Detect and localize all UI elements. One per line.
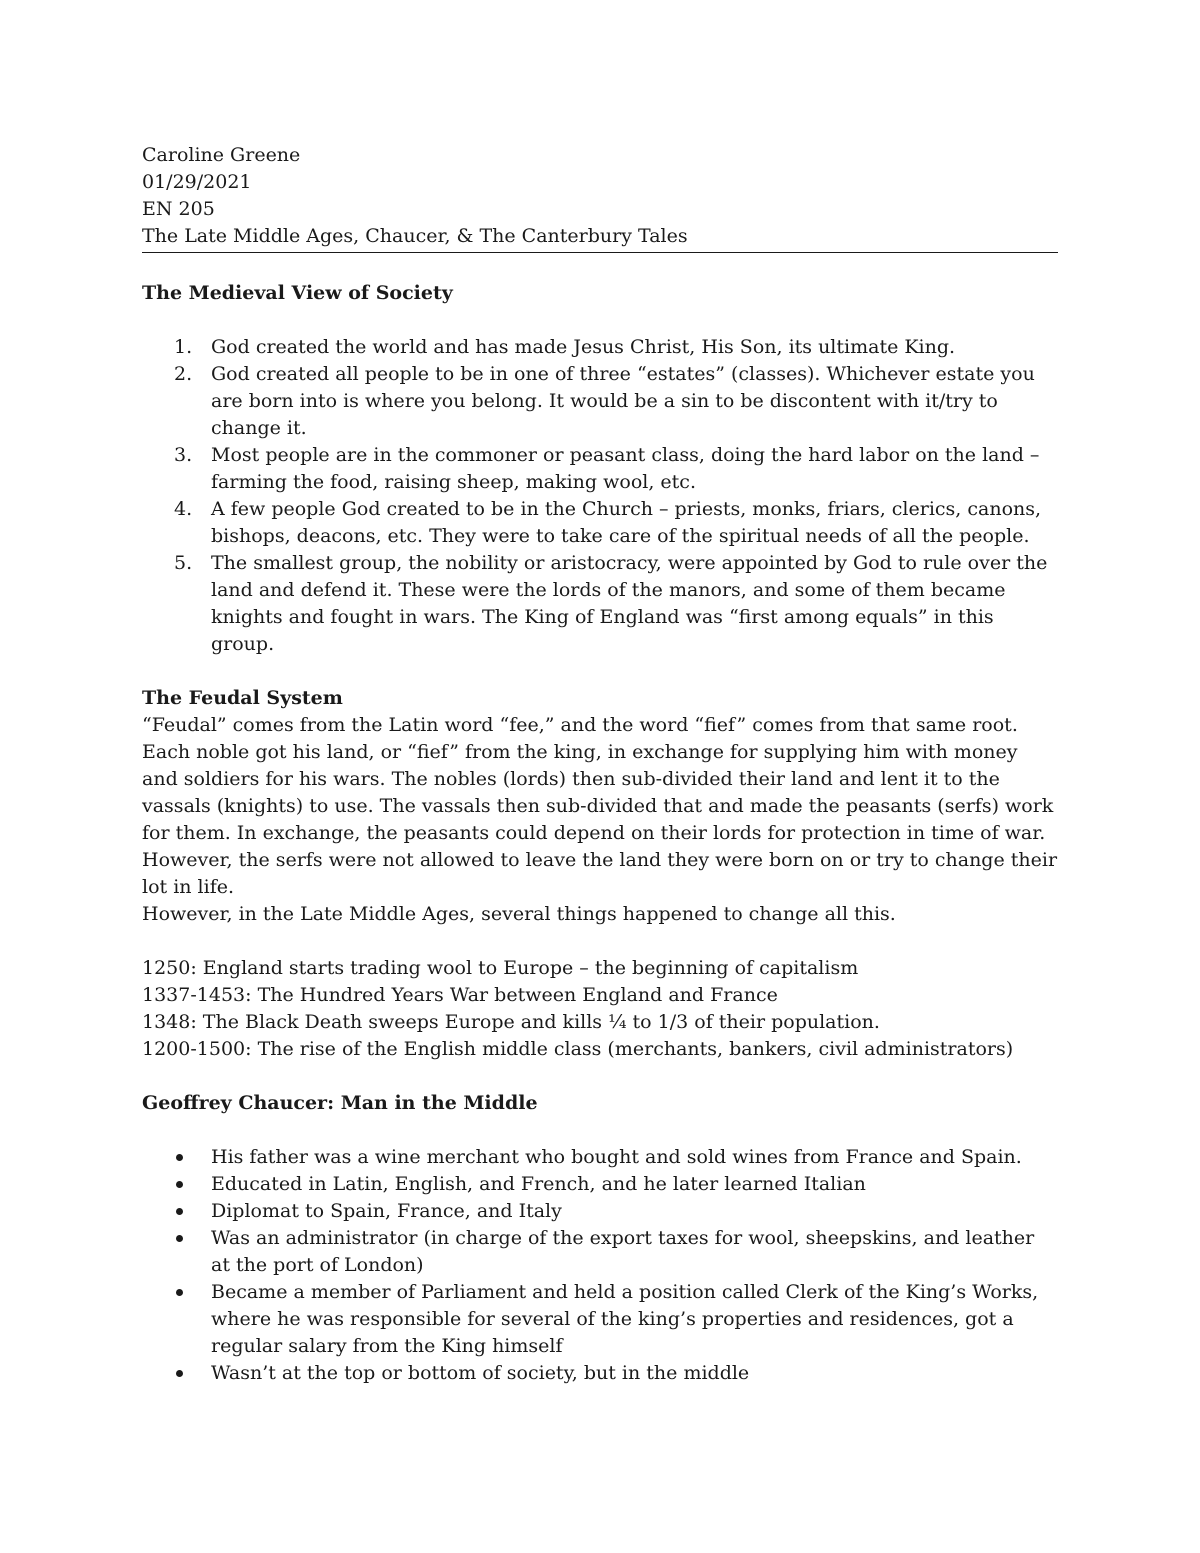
list-item bbox=[142, 361, 1058, 442]
course-code: EN 205 bbox=[142, 198, 215, 220]
list-item-text: The smallest group, the nobility or aristocracy, were appointed by God to rule over the land and defend it. These were the lords of the manors, and some of them became knights and fought in wars. The King of England was “first among equals” in this group. bbox=[211, 552, 1048, 655]
timeline-entry: 1200-1500: The rise of the English middle class (merchants, bankers, civil administrators) bbox=[142, 1038, 1014, 1060]
list-item bbox=[142, 1360, 1058, 1387]
list-item bbox=[142, 334, 1058, 361]
list-item-text: Educated in Latin, English, and French, and he later learned Italian bbox=[211, 1173, 866, 1195]
bullet-icon bbox=[176, 1181, 183, 1188]
list-item-text: His father was a wine merchant who bought and sold wines from France and Spain. bbox=[211, 1146, 1022, 1168]
section-heading-chaucer: Geoffrey Chaucer: Man in the Middle bbox=[142, 1092, 538, 1114]
list-item-text: Was an administrator (in charge of the export taxes for wool, sheepskins, and leather at the port of London) bbox=[211, 1227, 1035, 1276]
list-item bbox=[142, 1144, 1058, 1171]
list-item-text: Diplomat to Spain, France, and Italy bbox=[211, 1200, 562, 1222]
list-item-text: God created the world and has made Jesus Christ, His Son, its ultimate King. bbox=[211, 336, 956, 358]
list-item-text: Wasn’t at the top or bottom of society, but in the middle bbox=[211, 1362, 750, 1384]
list-number: 3. bbox=[174, 444, 193, 466]
bullet-icon bbox=[176, 1154, 183, 1161]
list-item bbox=[142, 1171, 1058, 1198]
list-item-text: A few people God created to be in the Church – priests, monks, friars, clerics, canons, bishops, deacons, etc. They were to take care of the spiritual needs of all the people. bbox=[211, 498, 1042, 547]
list-number: 1. bbox=[174, 336, 193, 358]
list-item bbox=[142, 1225, 1058, 1279]
bullet-icon bbox=[176, 1208, 183, 1215]
bullet-icon bbox=[176, 1235, 183, 1242]
list-item-text: Became a member of Parliament and held a position called Clerk of the King’s Works, where he was responsible for several of the king’s properties and residences, got a regular salary from the King himself bbox=[211, 1281, 1039, 1357]
document-page bbox=[142, 142, 1058, 1387]
list-item-text: God created all people to be in one of three “estates” (classes). Whichever estate you are born into is where you belong. It would be a sin to be discontent with it/try to change it. bbox=[211, 363, 1035, 439]
list-number: 5. bbox=[174, 552, 193, 574]
list-item bbox=[142, 496, 1058, 550]
medieval-view-list bbox=[142, 334, 1058, 658]
list-item bbox=[142, 550, 1058, 658]
section-heading-feudal-system: The Feudal System bbox=[142, 687, 343, 709]
feudal-paragraph: “Feudal” comes from the Latin word “fee,” and the word “fief” comes from that same root. Each noble got his land, or “fief” from the king, in exchange for supplying him with money and soldiers for his wars. The nobles (lords) then sub-divided their land and lent it to the vassals (knights) to use. The vassals then sub-divided that and made the peasants (serfs) work for them. In exchange, the peasants could depend on their lords for protection in time of war. However, the serfs were not allowed to leave the land they were born on or try to change their lot in life. bbox=[142, 714, 1058, 898]
list-item bbox=[142, 1279, 1058, 1360]
document-title: The Late Middle Ages, Chaucer, & The Canterbury Tales bbox=[142, 223, 1058, 253]
list-item bbox=[142, 1198, 1058, 1225]
timeline-entry: 1337-1453: The Hundred Years War between England and France bbox=[142, 984, 778, 1006]
section-heading-medieval-view: The Medieval View of Society bbox=[142, 282, 453, 304]
list-item bbox=[142, 442, 1058, 496]
list-number: 4. bbox=[174, 498, 193, 520]
late-middle-ages-paragraph: However, in the Late Middle Ages, several things happened to change all this. bbox=[142, 903, 896, 925]
document-date: 01/29/2021 bbox=[142, 171, 252, 193]
timeline-entry: 1348: The Black Death sweeps Europe and kills ¼ to 1/3 of their population. bbox=[142, 1011, 880, 1033]
bullet-icon bbox=[176, 1370, 183, 1377]
chaucer-bullet-list bbox=[142, 1144, 1058, 1387]
bullet-icon bbox=[176, 1289, 183, 1296]
list-item-text: Most people are in the commoner or peasant class, doing the hard labor on the land – farming the food, raising sheep, making wool, etc. bbox=[211, 444, 1040, 493]
timeline bbox=[142, 955, 1058, 1063]
author-name: Caroline Greene bbox=[142, 144, 301, 166]
list-number: 2. bbox=[174, 363, 193, 385]
timeline-entry: 1250: England starts trading wool to Europe – the beginning of capitalism bbox=[142, 957, 859, 979]
